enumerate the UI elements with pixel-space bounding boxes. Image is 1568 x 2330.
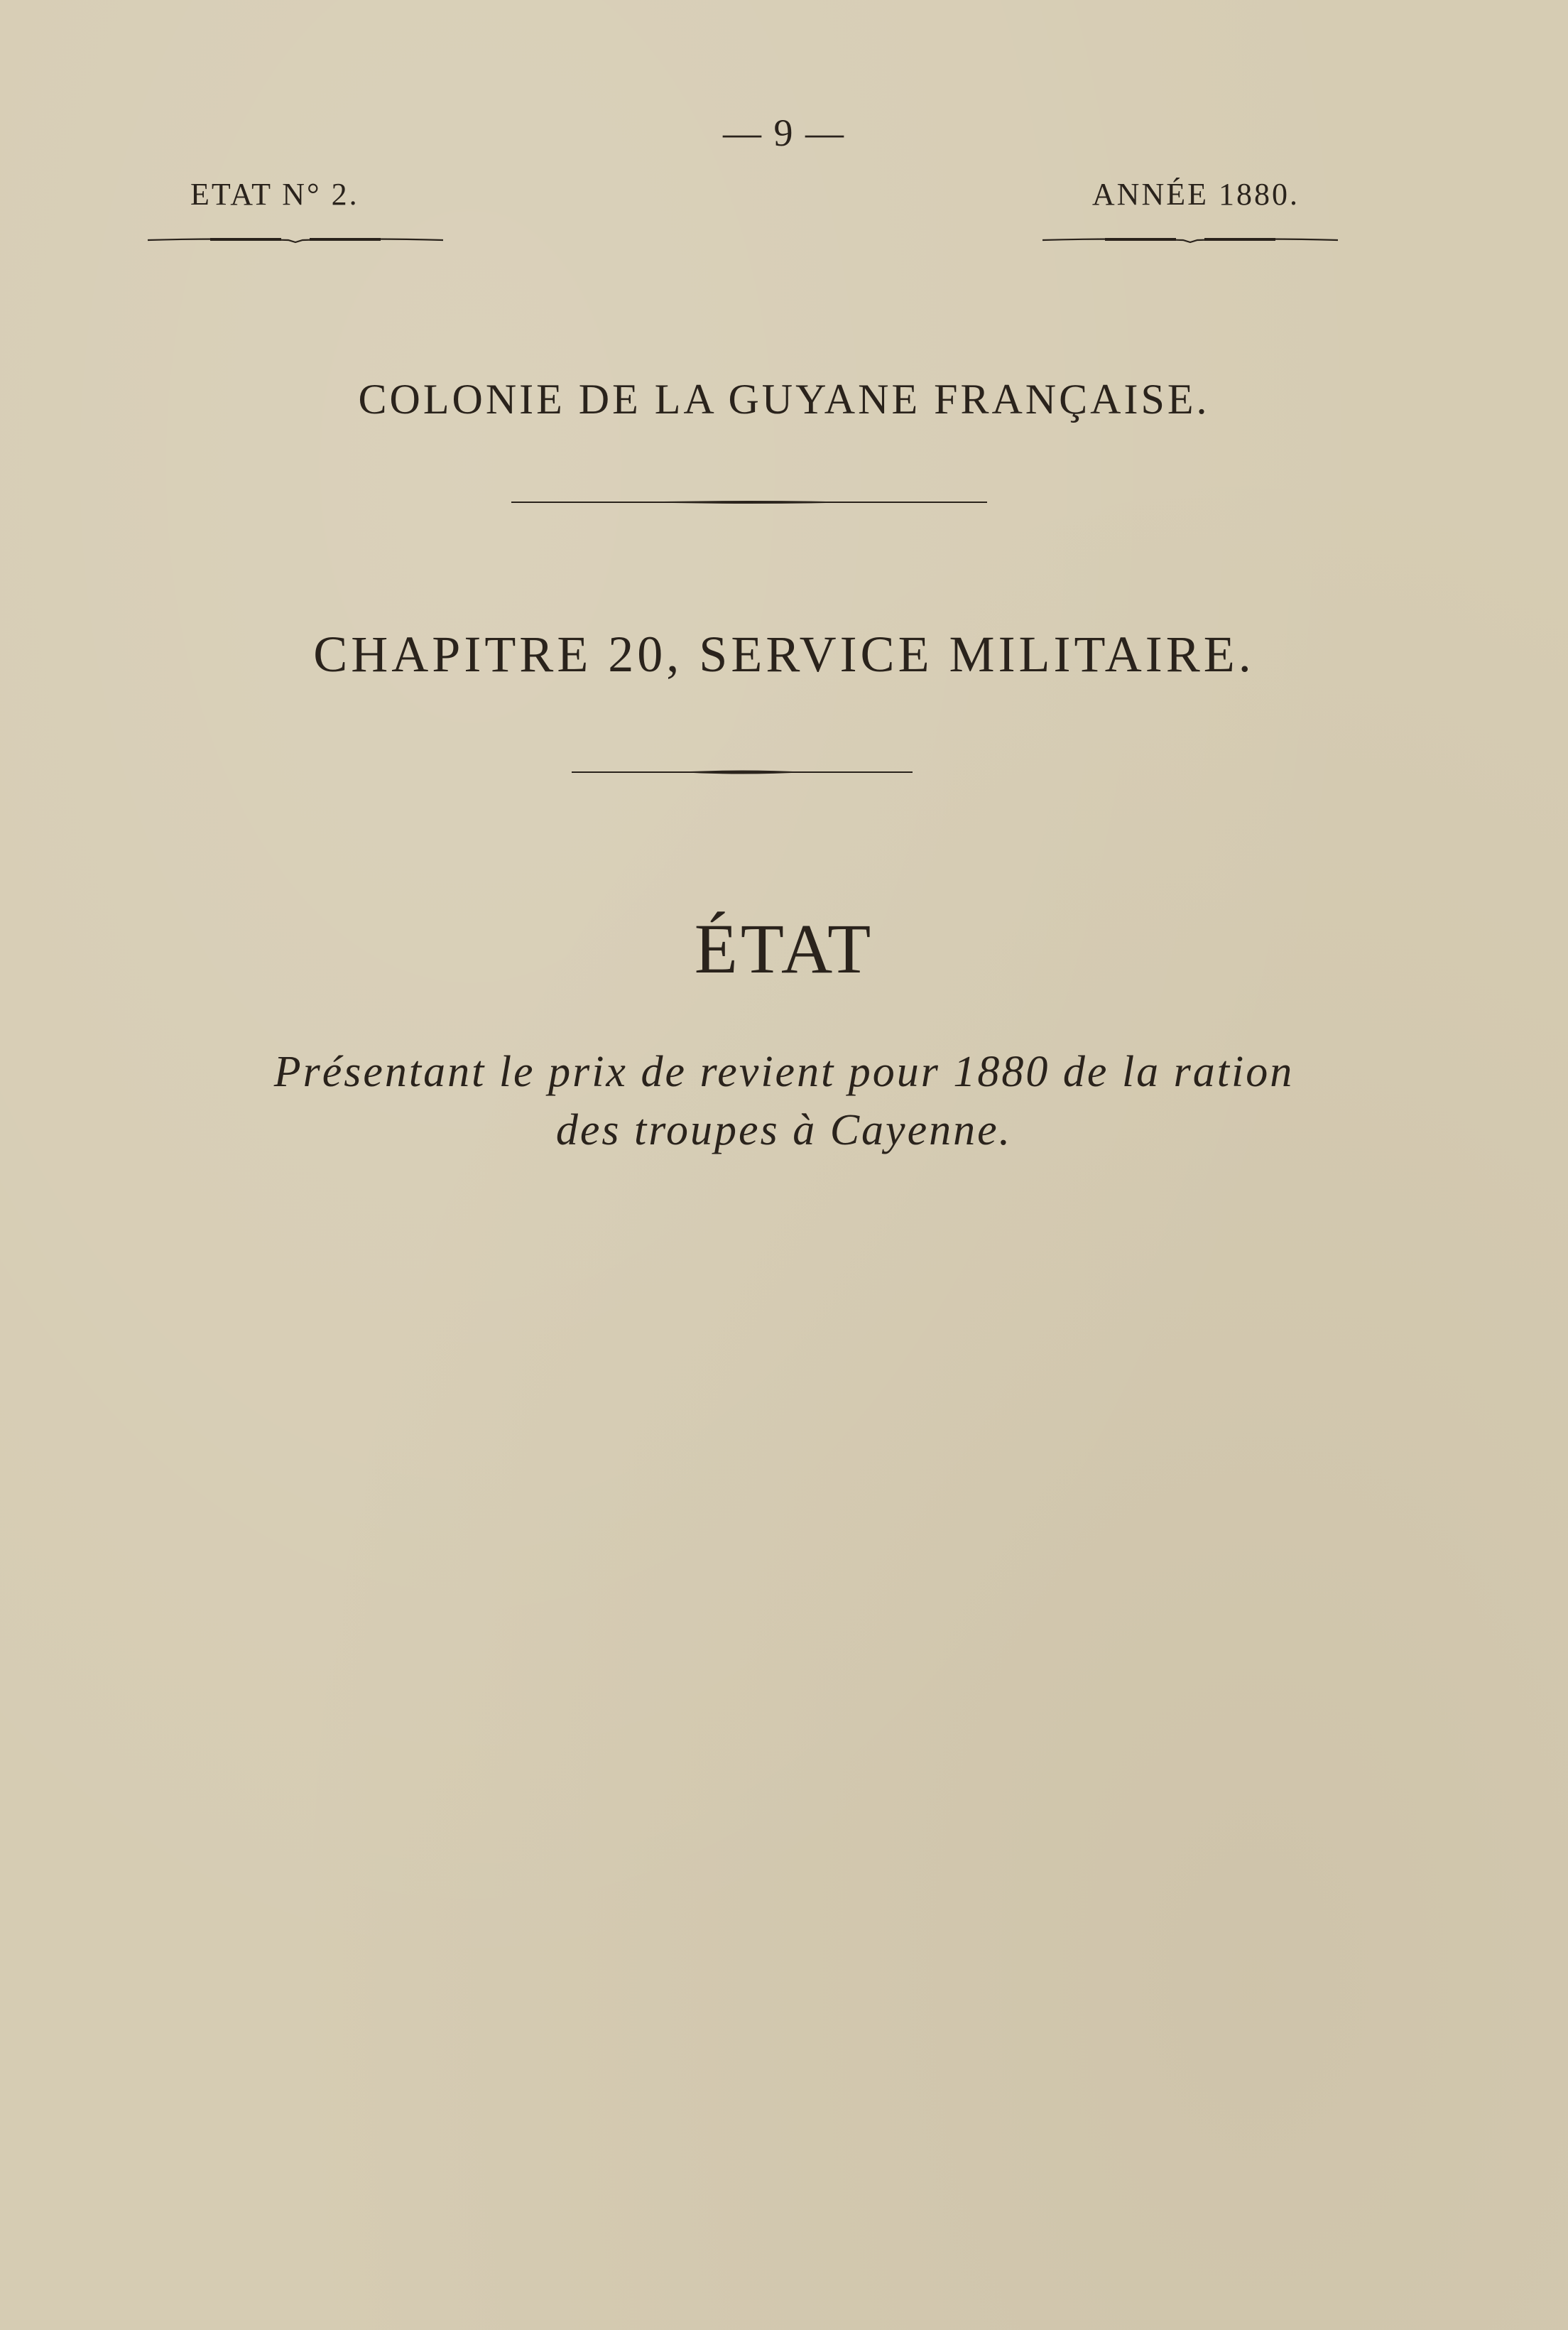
document-subtitle xyxy=(0,1043,1568,1159)
document-heading: ÉTAT xyxy=(694,909,874,988)
colony-title: COLONIE DE LA GUYANE FRANÇAISE. xyxy=(358,376,1210,423)
subtitle-line-2: des troupes à Cayenne. xyxy=(555,1106,1013,1154)
page-number: — 9 — xyxy=(723,112,845,154)
year-label: ANNÉE 1880. xyxy=(1091,177,1300,212)
state-number-label: ETAT N° 2. xyxy=(190,177,359,212)
subtitle-line-1: Présentant le prix de revient pour 1880 de la ration xyxy=(273,1048,1295,1096)
chapter-title: CHAPITRE 20, SERVICE MILITAIRE. xyxy=(313,626,1255,683)
